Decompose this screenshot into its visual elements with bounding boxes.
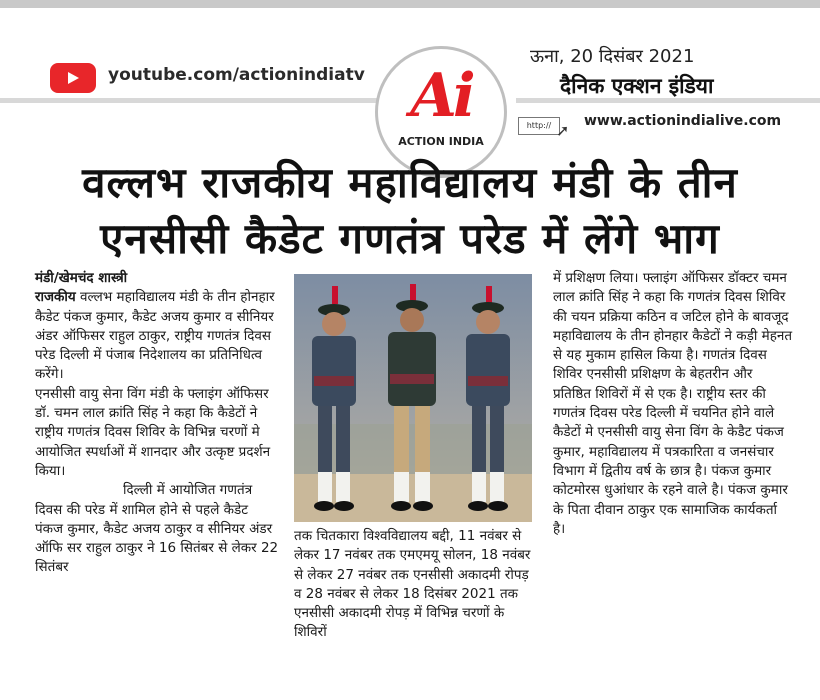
cursor-icon: ➚ <box>556 121 570 140</box>
headline-line-2: एनसीसी कैडेट गणतंत्र परेड में लेंगे भाग <box>100 214 720 263</box>
headline <box>20 155 800 267</box>
byline: मंडी/खेमचंद शास्त्री <box>35 270 128 286</box>
article-column-1 <box>35 269 280 578</box>
paper-name: दैनिक एक्शन इंडिया <box>560 74 714 98</box>
logo-text: ACTION INDIA <box>398 135 484 148</box>
article-paragraph-2: एनसीसी वायु सेना विंग मंडी के फ्लाइंग ऑफिसर डॉ. चमन लाल क्रांति सिंह ने कहा कि कैडेटों ने राष्ट्रीय गणतंत्र दिवस शिविर के विभिन्न चरणों मे आयोजित स्पर्धाओं में शानदार और उत्कृष्ट प्रदर्शन किया। <box>35 385 271 479</box>
website-url[interactable]: www.actionindialive.com <box>584 113 782 129</box>
article-column-3 <box>553 269 793 539</box>
youtube-icon[interactable] <box>50 63 96 93</box>
headline-line-1: वल्लभ राजकीय महाविद्यालय मंडी के तीन <box>82 158 738 207</box>
youtube-url[interactable]: youtube.com/actionindiatv <box>108 65 365 85</box>
article-column-2 <box>294 527 536 643</box>
article-paragraph-4: तक चितकारा विश्वविद्यालय बद्दी, 11 नवंबर से लेकर 17 नवंबर तक एमएमयू सोलन, 18 नवंबर से लेकर 27 नवंबर तक एनसीसी अकादमी रोपड़ व 28 नवंबर से लेकर 18 दिसंबर 2021 तक एनसीसी अकादमी रोपड़ में विभिन्न चरणों के शिविरों <box>294 528 531 641</box>
article-paragraph-5: में प्रशिक्षण लिया। फ्लाइंग ऑफिसर डॉक्टर चमन लाल क्रांति सिंह ने कहा कि गणतंत्र दिवस शिविर की चयन प्रक्रिया कठिन व जटिल होने के बावजूद महाविद्यालय के तीन होनहार कैडेटों ने कड़ी मेहनत से यह मुकाम हासिल किया है। गणतंत्र दिवस शिविर एनसीसी प्रशिक्षण के बेहतरीन और प्रतिष्ठित शिविरों में से एक है। राष्ट्रीय स्तर की गणतंत्र दिवस परेड दिल्ली में चयनित होने वाले कैडेटों मे एनसीसी वायु सेना विंग के केडैट पंकज कुमार, महाविद्यालय में पत्रकारिता व जनसंचार विभाग में द्वितीय वर्ष के छात्र है। पंकज कुमार कोटमोरस धुआंधार के रहने वाले है। पंकज कुमार के पिता दीवान ठाकुर एक सामाजिक कार्यकर्ता है। <box>553 270 793 537</box>
top-border <box>0 0 820 8</box>
article-paragraph-1 <box>35 288 280 384</box>
lead-word: राजकीय <box>35 289 76 306</box>
paragraph-1-text: वल्लभ महाविद्यालय मंडी के तीन होनहार कैडेट पंकज कुमार, कैडेट अजय कुमार व सीनियर अंडर ऑफिसर राहुल ठाकुर, राष्ट्रीय गणतंत्र दिवस परेड दिल्ली में पंजाब निदेशालय का प्रतिनिधित्व करेंगे। <box>35 289 275 383</box>
browser-icon: http:// <box>518 117 560 135</box>
logo-mark: Ai <box>410 61 472 131</box>
article-paragraph-3: दिल्ली में आयोजित गणतंत्र दिवस की परेड में शामिल होने से पहले कैडेट पंकज कुमार, कैडेट अजय ठाकुर व सीनियर अंडर ऑफि सर राहुल ठाकुर ने 16 सितंबर से लेकर 22 सितंबर <box>35 482 279 576</box>
masthead-rule-left <box>0 98 378 103</box>
cadets-photo <box>294 274 532 522</box>
dateline: ऊना, 20 दिसंबर 2021 <box>530 46 695 67</box>
